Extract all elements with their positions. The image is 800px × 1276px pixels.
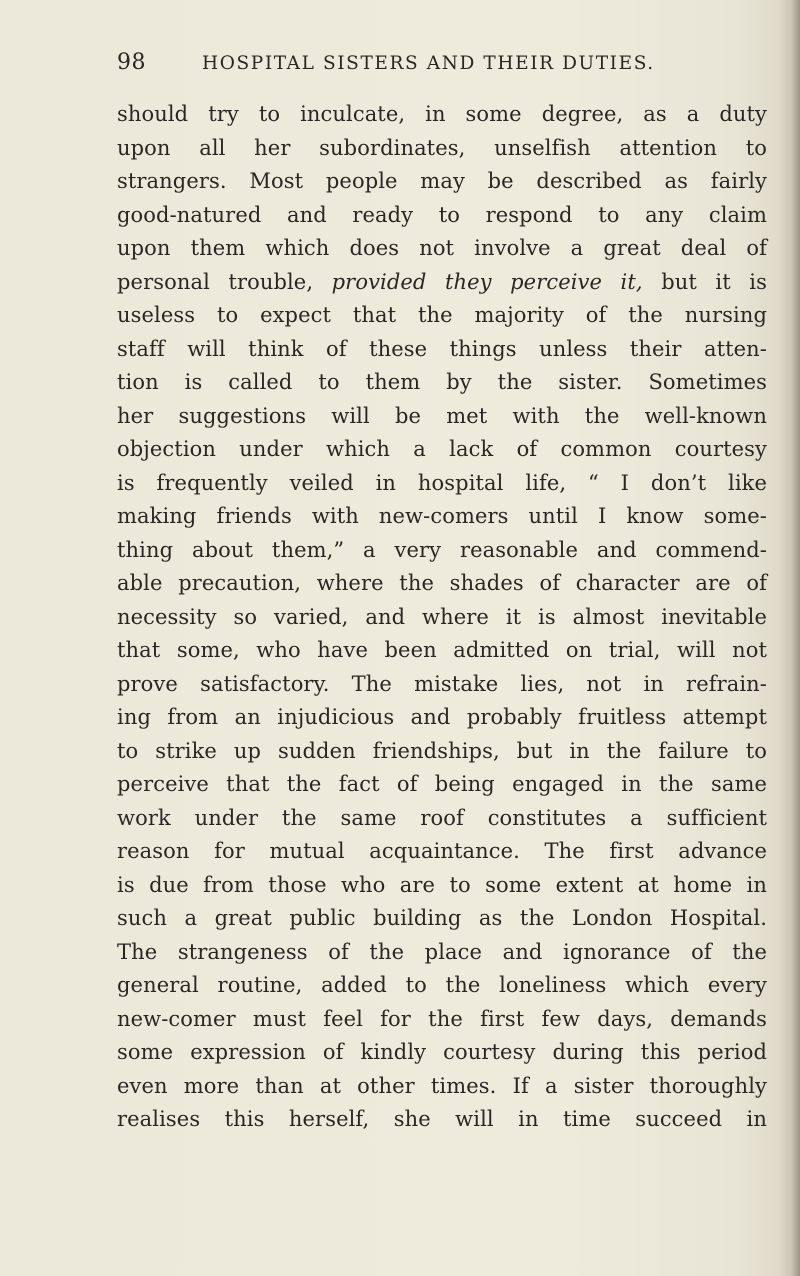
italic-emphasis: provided they perceive it, (331, 269, 643, 294)
text-line: making friends with new-comers until I know some- (117, 504, 767, 528)
text-line: is due from those who are to some extent at home in (117, 872, 767, 897)
text-line: strangers. Most people may be described as fairly (117, 169, 767, 193)
text-line: tion is called to them by the sister. Sometimes (117, 370, 767, 394)
text-line: realises this herself, she will in time succeed in (117, 1107, 767, 1131)
text-line: staff will think of these things unless their atten- (117, 336, 767, 361)
text-line: good-natured and ready to respond to any claim (117, 202, 767, 227)
text-line: perceive that the fact of being engaged in the same (117, 772, 767, 796)
text-line-with-emphasis (117, 266, 767, 300)
text-line: work under the same roof constitutes a sufficient (117, 805, 767, 830)
text-line: upon them which does not involve a great deal of (117, 236, 767, 260)
text-line: some expression of kindly courtesy during this period (117, 1040, 767, 1064)
text-line: to strike up sudden friendships, but in the failure to (117, 738, 767, 763)
text-line: general routine, added to the loneliness which every (117, 973, 767, 997)
text-line: able precaution, where the shades of character are of (117, 571, 767, 595)
text-line: even more than at other times. If a sister thoroughly (117, 1073, 767, 1098)
text-line: upon all her subordinates, unselfish attention to (117, 135, 767, 160)
text-line: objection under which a lack of common courtesy (117, 437, 767, 461)
text-line: useless to expect that the majority of the nursing (117, 303, 767, 327)
text-line: The strangeness of the place and ignorance of the (117, 939, 767, 964)
text-line: her suggestions will be met with the well-known (117, 403, 767, 428)
text-line: that some, who have been admitted on trial, will not (117, 638, 767, 662)
text-line: necessity so varied, and where it is almost inevitable (117, 604, 767, 629)
text-segment: but it is (642, 269, 767, 294)
page-edge-shadow (778, 0, 800, 1276)
running-head: HOSPITAL SISTERS AND THEIR DUTIES. (202, 53, 655, 74)
text-line: ing from an injudicious and probably fruitless attempt (117, 705, 767, 729)
text-line: reason for mutual acquaintance. The first advance (117, 839, 767, 863)
page-number: 98 (117, 50, 146, 75)
text-line: should try to inculcate, in some degree, as a duty (117, 102, 767, 126)
text-line: new-comer must feel for the first few days, demands (117, 1006, 767, 1031)
text-line: thing about them,” a very reasonable and commend- (117, 537, 767, 562)
page-header (117, 50, 707, 80)
text-line: prove satisfactory. The mistake lies, not in refrain- (117, 671, 767, 696)
text-segment: personal trouble, (117, 269, 332, 294)
text-line: such a great public building as the London Hospital. (117, 906, 767, 930)
text-line: is frequently veiled in hospital life, “ I don’t like (117, 470, 767, 495)
body-paragraph (117, 98, 767, 1137)
